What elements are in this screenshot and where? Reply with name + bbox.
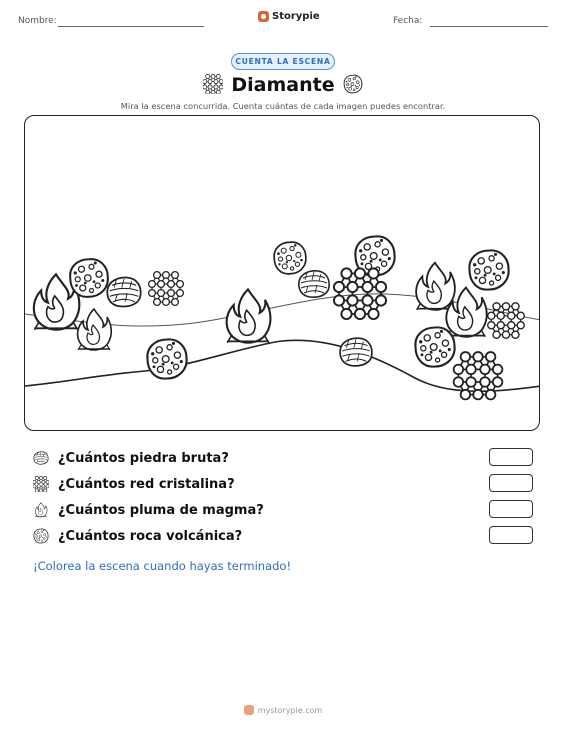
site-footer bbox=[0, 705, 566, 715]
brand-logo bbox=[258, 11, 320, 22]
volcanic-rock bbox=[415, 327, 454, 366]
question-rough-stone bbox=[33, 450, 229, 466]
crystal-lattice bbox=[454, 352, 503, 399]
rough-stone bbox=[299, 271, 329, 297]
date-line[interactable] bbox=[430, 26, 548, 27]
magma-plume bbox=[416, 263, 455, 310]
answer-box-rough-stone[interactable] bbox=[489, 448, 533, 466]
volcanic-rock bbox=[147, 339, 186, 378]
magma-plume bbox=[227, 289, 271, 342]
rough-stone bbox=[340, 338, 372, 366]
crystal-lattice bbox=[488, 303, 525, 338]
brand-name: Storypie bbox=[272, 11, 320, 22]
volcanic-rock bbox=[274, 242, 306, 274]
question-text: ¿Cuántos pluma de magma? bbox=[58, 502, 264, 518]
name-line[interactable] bbox=[58, 26, 204, 27]
question-text: ¿Cuántos roca volcánica? bbox=[58, 528, 243, 544]
question-volcanic-rock bbox=[33, 528, 242, 544]
question-crystal-lattice bbox=[33, 476, 235, 492]
crystal-lattice bbox=[149, 272, 184, 306]
answer-box-crystal-lattice[interactable] bbox=[489, 474, 533, 492]
question-magma-plume bbox=[33, 502, 264, 518]
coloring-note: ¡Colorea la escena cuando hayas terminado! bbox=[33, 559, 292, 573]
answer-box-magma-plume[interactable] bbox=[489, 500, 533, 518]
storypie-logo-icon bbox=[258, 11, 269, 22]
crystal-lattice-icon bbox=[33, 476, 49, 492]
date-label: Fecha: bbox=[393, 16, 423, 26]
scene-panel bbox=[24, 115, 540, 431]
page-title: Diamante bbox=[231, 74, 335, 96]
volcanic-rock bbox=[469, 250, 508, 289]
volcanic-rock bbox=[70, 259, 108, 297]
activity-pill: CUENTA LA ESCENA bbox=[231, 53, 335, 70]
answer-box-volcanic-rock[interactable] bbox=[489, 526, 533, 544]
rough-stone-icon bbox=[33, 450, 49, 466]
volcanic-rock-icon bbox=[343, 74, 363, 94]
scene-illustration bbox=[25, 116, 540, 431]
page-subtitle: Mira la escena concurrida. Cuenta cuántas de cada imagen puedes encontrar. bbox=[120, 101, 446, 111]
name-label: Nombre: bbox=[18, 16, 57, 26]
site-url: mystorypie.com bbox=[257, 705, 323, 715]
question-text: ¿Cuántos piedra bruta? bbox=[58, 450, 229, 466]
rough-stone bbox=[107, 278, 140, 307]
storypie-mascot-icon bbox=[244, 705, 254, 715]
volcanic-rock-icon bbox=[33, 528, 49, 544]
magma-plume-icon bbox=[33, 502, 49, 518]
question-text: ¿Cuántos red cristalina? bbox=[58, 476, 235, 492]
magma-plume bbox=[78, 309, 112, 350]
